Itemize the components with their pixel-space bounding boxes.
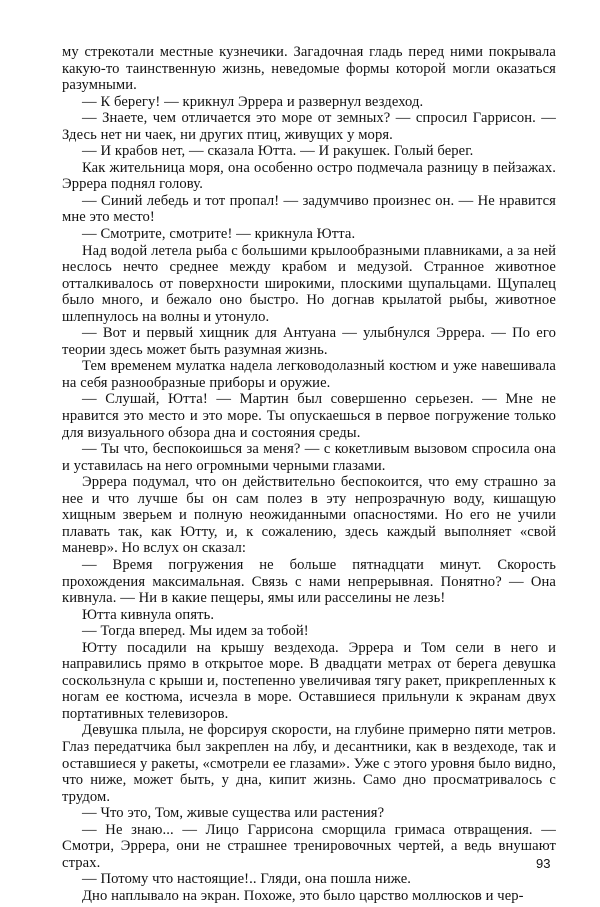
paragraph: Эррера подумал, что он действительно беспокоится, что ему страшно за нее и что лучше бы он сам полез в эту непрозрачную воду, кишащую хищным зверьем и полную неожиданными опасностями. Но его не учили плавать так, как Ютту, и, к сожалению, здесь каждый выполняет «свой маневр». Но вслух он сказал: [62,474,556,557]
paragraph: — И крабов нет, — сказала Ютта. — И ракушек. Голый берег. [82,143,474,160]
paragraph: Как жительница моря, она особенно остро подмечала разницу в пейзажах. Эррера поднял голову. [62,159,556,193]
paragraph: Над водой летела рыба с большими крылообразными плавниками, а за ней неслось нечто среднее между крабом и медузой. Странное животное отталкивалось от поверхности широкими, плоскими щупальцами. Щупалец было много, и бежало оно быстро. Но догнав крылатой рыбы, животное шлепнулось на волны и утонуло. [62,242,556,325]
paragraph: — Что это, Том, живые существа или растения? [82,805,385,822]
paragraph: — Не знаю... — Лицо Гаррисона сморщила гримаса отвращения. — Смотри, Эррера, они не страшнее тренировочных чертей, а ведь внушают страх. [62,821,556,871]
paragraph: Дно наплывало на экран. Похоже, это было царство моллюсков и чер- [82,887,524,904]
body-text [62,44,556,904]
paragraph: — Время погружения не больше пятнадцати минут. Скорость прохождения максимальная. Связь с нами непрерывная. Понятно? — Она кивнула. — Ни в какие пещеры, ямы или расселины не лезь! [62,556,556,607]
paragraph: Девушка плыла, не форсируя скорости, на глубине примерно пяти метров. Глаз передатчика был закреплен на лбу, и десантники, как в вездеходе, так и оставшиеся у ракеты, «смотрели ее глазами». Уже с этого уровня было видно, что ниже, может быть, у дна, кипит жизнь. Само дно просматривалось с трудом. [62,722,556,805]
paragraph: — К берегу! — крикнул Эррера и развернул вездеход. [82,93,424,110]
paragraph: — Потому что настоящие!.. Гляди, она пошла ниже. [82,871,412,888]
paragraph: — Смотрите, смотрите! — крикнула Ютта. [82,226,356,243]
paragraph: — Вот и первый хищник для Антуана — улыбнулся Эррера. — По его теории здесь может быть разумная жизнь. [62,325,556,358]
paragraph: — Ты что, беспокоишься за меня? — с кокетливым вызовом спросила она и уставилась на него огромными черными глазами. [62,441,556,474]
paragraph: — Слушай, Ютта! — Мартин был совершенно серьезен. — Мне не нравится это место и это море. Ты опускаешься в первое погружение только для визуального обзора дна и состояния среды. [62,391,556,441]
paragraph: — Синий лебедь и тот пропал! — задумчиво произнес он. — Не нравится мне это место! [62,192,556,226]
paragraph: — Знаете, чем отличается это море от земных? — спросил Гаррисон. — Здесь нет ни чаек, ни других птиц, живущих у моря. [62,110,556,143]
paragraph: — Тогда вперед. Мы идем за тобой! [82,623,309,640]
paragraph: Ютта кивнула опять. [82,606,215,623]
paragraph: му стрекотали местные кузнечики. Загадочная гладь перед ними покрывала какую-то таинственную жизнь, неведомые формы которой могли оказаться разумными. [62,44,556,94]
page-number: 93 [536,856,551,871]
paragraph: Тем временем мулатка надела легководолазный костюм и уже навешивала на себя разнообразные приборы и оружие. [62,358,556,391]
paragraph: Ютту посадили на крышу вездехода. Эррера и Том сели в него и направились прямо в открытое море. В двадцати метрах от берега девушка соскользнула с крыши и, постепенно увеличивая тягу ракет, прикрепленных к ногам ее костюма, исчезла в море. Оставшиеся прильнули к экранам двух портативных телевизоров. [62,639,556,722]
